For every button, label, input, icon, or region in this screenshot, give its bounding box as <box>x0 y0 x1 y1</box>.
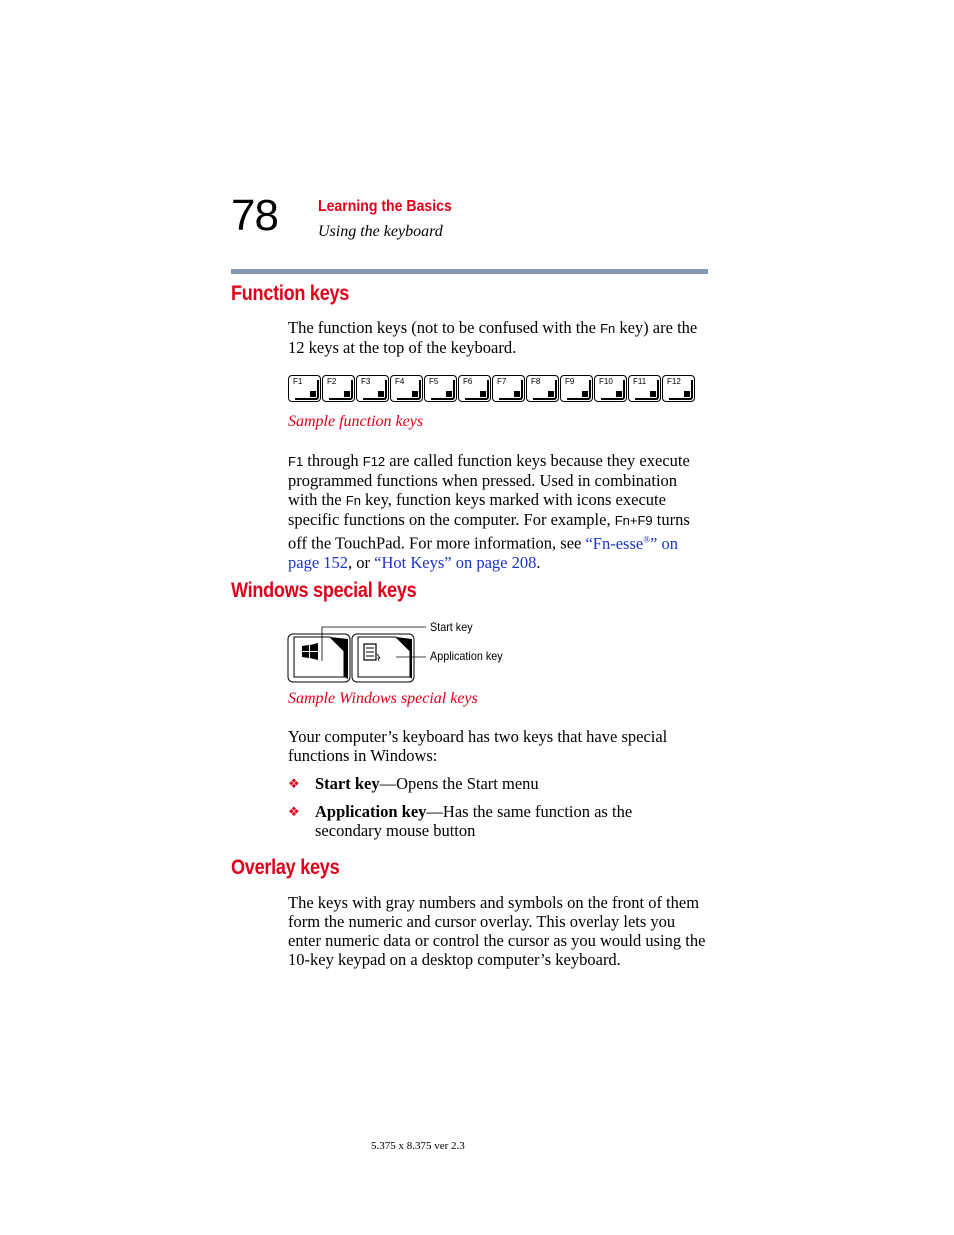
link-text: “Fn-esse <box>585 533 644 553</box>
footer-version: 5.375 x 8.375 ver 2.3 <box>371 1140 465 1152</box>
bullet-term: Application key <box>315 802 427 821</box>
function-key <box>390 375 423 402</box>
function-key <box>662 375 695 402</box>
function-key-label: F5 <box>429 377 439 386</box>
function-key-label: F7 <box>497 377 507 386</box>
body-text: . <box>536 552 541 572</box>
function-keys-body <box>288 451 708 572</box>
body-text: , or <box>348 552 375 572</box>
scroll-lock-icon <box>684 391 690 397</box>
bullet-desc: —Opens the Start menu <box>379 774 539 793</box>
key-label: F12 <box>362 454 386 469</box>
intro-text: The function keys (not to be confused with the <box>288 318 601 337</box>
function-keys-heading: Function keys <box>231 282 350 305</box>
windows-keys-heading: Windows special keys <box>231 579 417 602</box>
start-key-label: Start key <box>430 620 473 634</box>
start-key <box>288 634 350 682</box>
function-key <box>492 375 525 402</box>
function-key <box>322 375 355 402</box>
section-title: Using the keyboard <box>318 223 443 240</box>
hot-keys-link[interactable]: “Hot Keys” on page 208 <box>374 552 537 572</box>
hibernate-icon <box>412 391 418 397</box>
function-key <box>594 375 627 402</box>
function-key-label: F11 <box>633 377 647 386</box>
function-key-label: F10 <box>599 377 613 386</box>
function-key-label: F3 <box>361 377 371 386</box>
cursor-overlay-icon <box>616 391 622 397</box>
function-key <box>526 375 559 402</box>
windows-keys-intro: Your computer’s keyboard has two keys that have special functions in Windows: <box>288 727 668 765</box>
key-label: F1 <box>288 454 304 469</box>
lock-icon <box>310 391 316 397</box>
body-text: key, function keys marked with icons execute specific functions on the computer. For example, <box>288 490 666 529</box>
function-keys-intro <box>288 318 708 357</box>
body-text: turns off the TouchPad. For more information, see <box>288 510 690 553</box>
touchpad-icon <box>582 391 588 397</box>
function-key-label: F6 <box>463 377 473 386</box>
function-key <box>288 375 321 402</box>
windows-keys-caption: Sample Windows special keys <box>288 690 478 707</box>
diamond-bullet-icon: ❖ <box>288 776 300 791</box>
application-key <box>352 634 414 682</box>
bullet-text <box>315 802 655 840</box>
bullet-desc: —Has the same function as the secondary mouse button <box>315 802 633 840</box>
power-icon <box>344 391 350 397</box>
header-rule <box>231 269 708 274</box>
function-key <box>458 375 491 402</box>
function-key <box>628 375 661 402</box>
key-label: Fn <box>345 493 361 508</box>
function-key <box>560 375 593 402</box>
overlay-keys-body: The keys with gray numbers and symbols on the front of them form the numeric and cursor overlay. This overlay lets you enter numeric data or control the cursor as you would using the 10-key keypad on a desktop computer’s keyboard. <box>288 893 706 969</box>
function-key-label: F9 <box>565 377 575 386</box>
brightness-down-icon <box>480 391 486 397</box>
key-label: Fn+F9 <box>614 513 653 528</box>
bullet-text <box>315 774 707 793</box>
link-text: ” on page 152 <box>288 533 678 572</box>
wireless-icon <box>548 391 554 397</box>
bullet-application-key <box>288 802 655 840</box>
page-number: 78 <box>231 191 278 240</box>
windows-keys-illustration <box>286 617 426 685</box>
function-key-strip <box>288 375 695 402</box>
diamond-bullet-icon: ❖ <box>288 804 300 819</box>
function-key-label: F12 <box>667 377 681 386</box>
function-key-label: F2 <box>327 377 337 386</box>
overlay-keys-heading: Overlay keys <box>231 856 340 879</box>
body-text: are called function keys because they execute programmed functions when pressed. Used in combination with the <box>288 451 690 509</box>
function-key <box>424 375 457 402</box>
function-key <box>356 375 389 402</box>
fn-key-label: Fn <box>600 321 616 336</box>
display-icon <box>446 391 452 397</box>
function-key-label: F8 <box>531 377 541 386</box>
body-text: through <box>303 451 363 470</box>
brightness-up-icon <box>514 391 520 397</box>
chapter-title: Learning the Basics <box>318 198 452 215</box>
bullet-term: Start key <box>315 774 380 793</box>
registered-mark: ® <box>643 534 651 544</box>
bullet-start-key <box>288 774 707 793</box>
function-key-label: F1 <box>293 377 303 386</box>
intro-text: key) are the 12 keys at the top of the keyboard. <box>288 318 698 357</box>
application-key-label: Application key <box>430 649 503 663</box>
function-key-label: F4 <box>395 377 405 386</box>
standby-icon <box>378 391 384 397</box>
function-keys-caption: Sample function keys <box>288 413 424 430</box>
numeric-overlay-icon <box>650 391 656 397</box>
